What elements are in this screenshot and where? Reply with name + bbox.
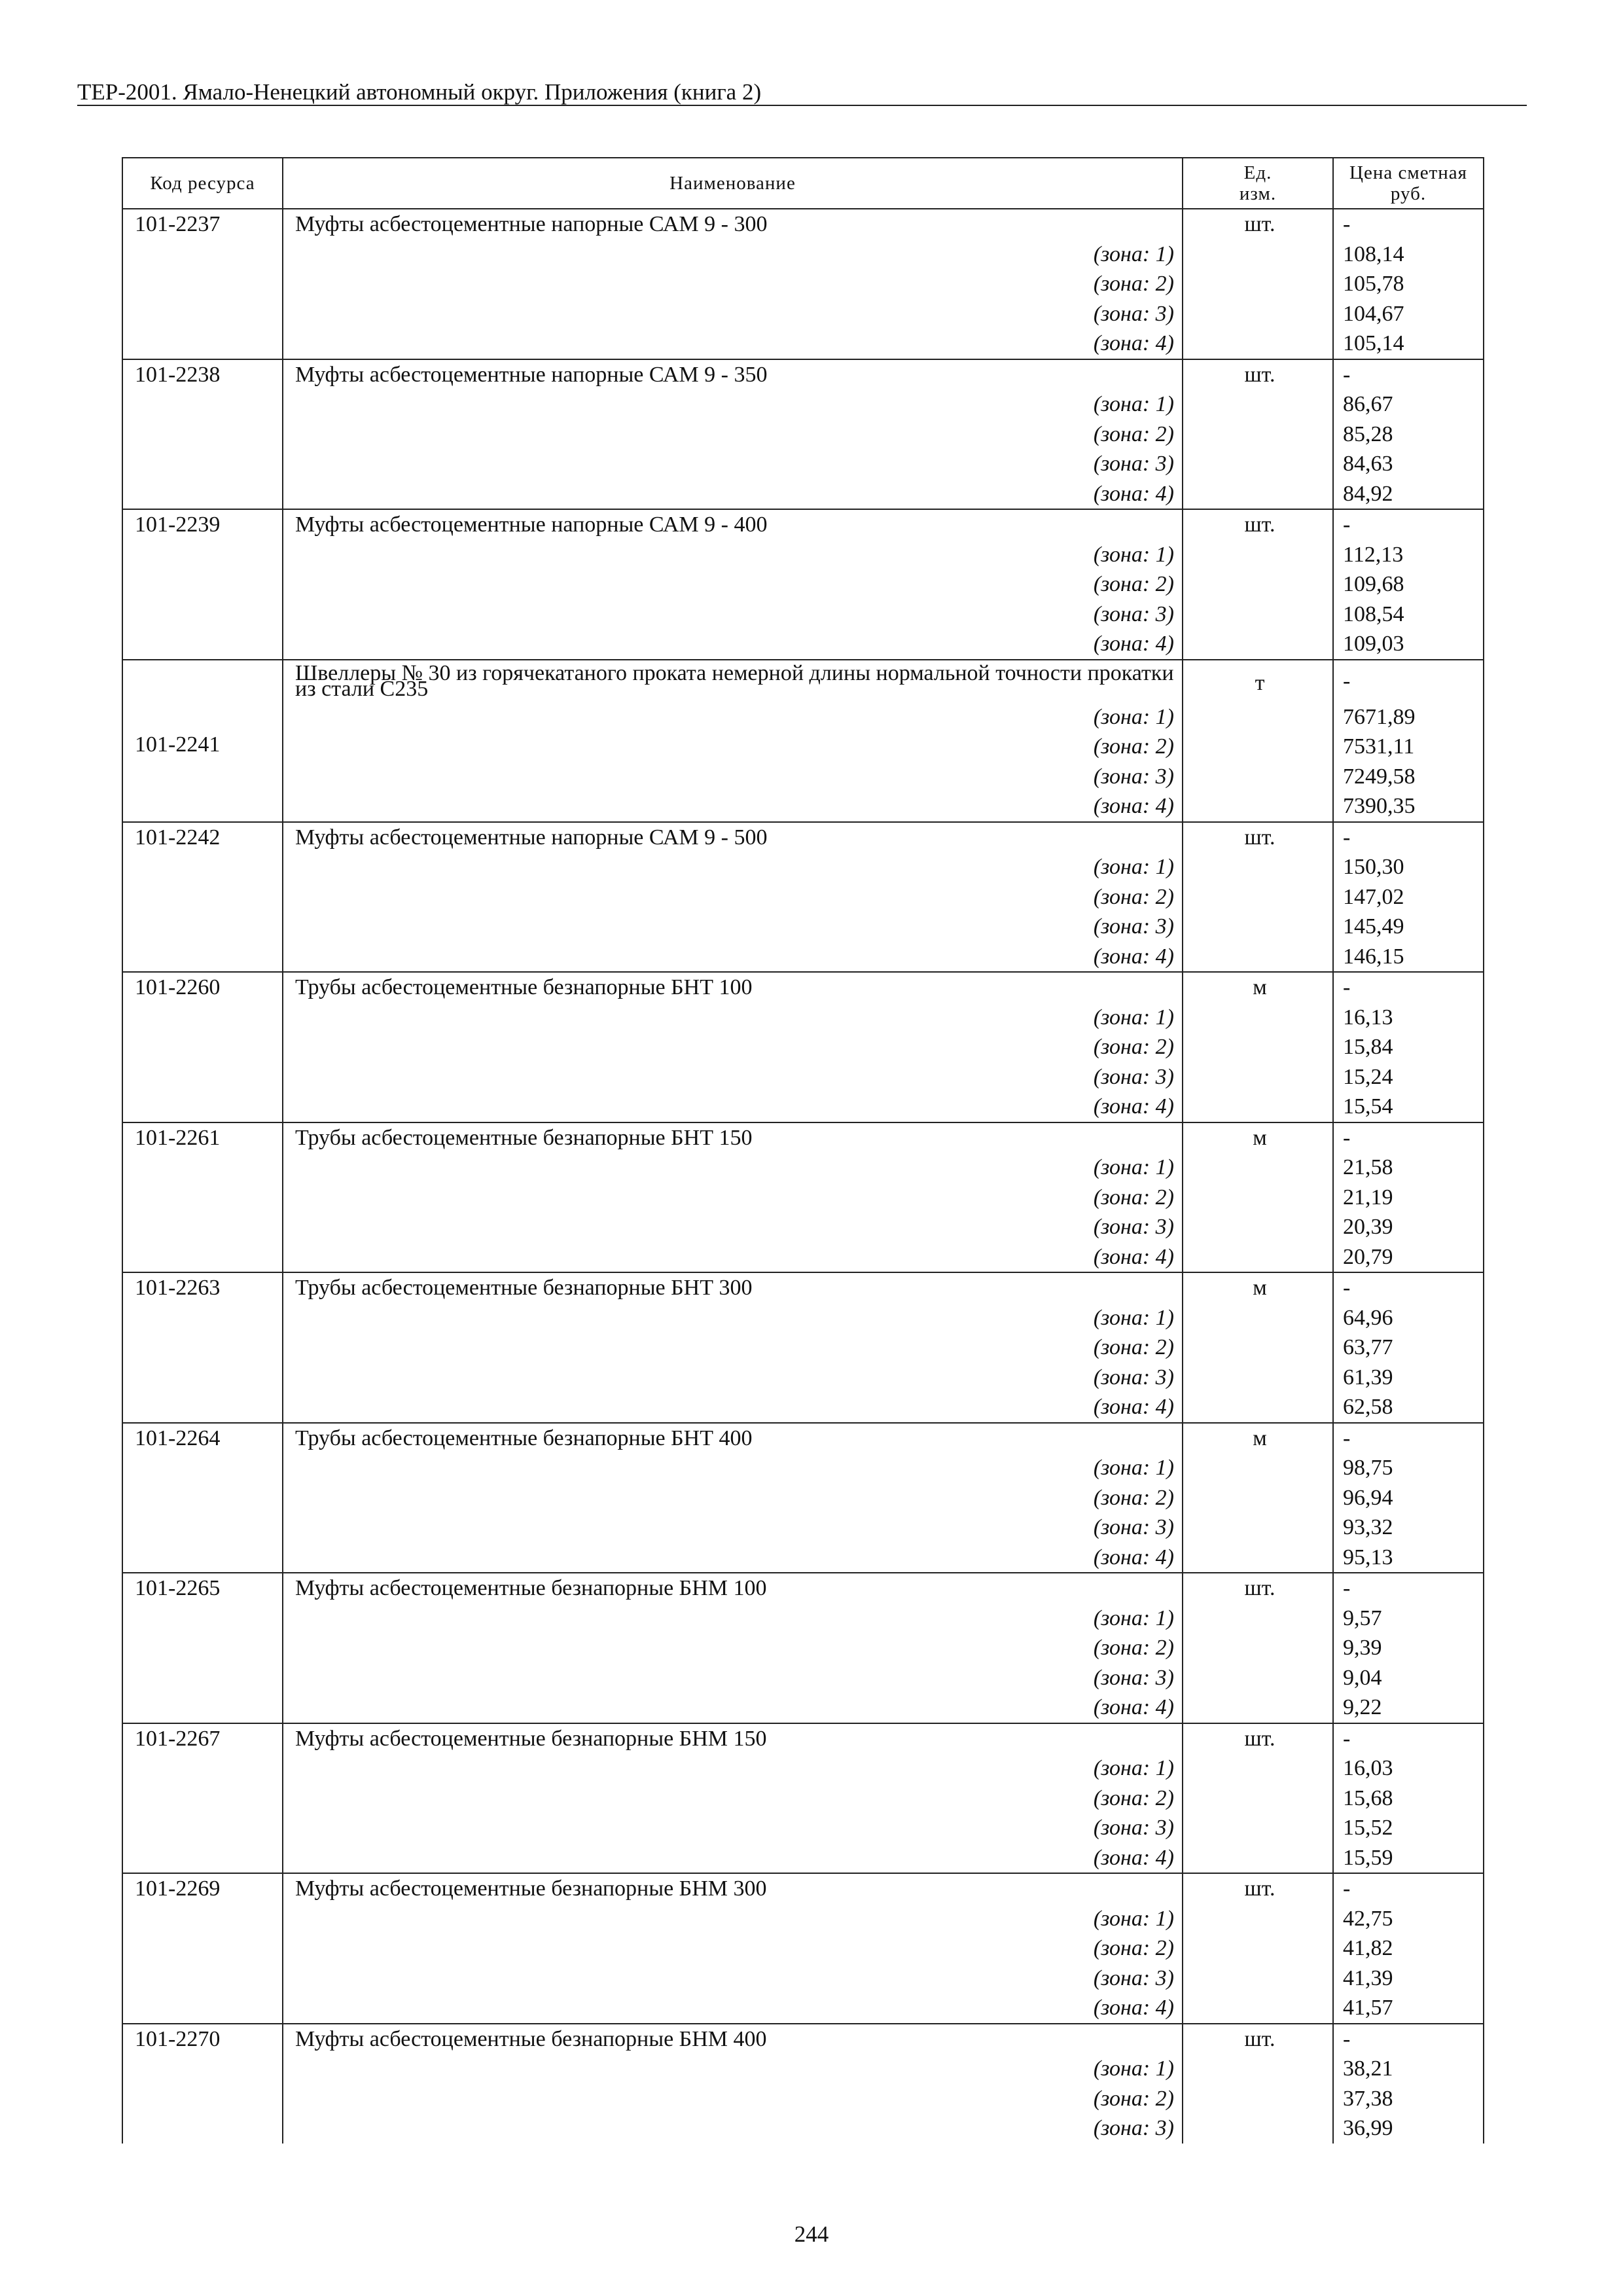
zone-price: 15,59 bbox=[1333, 1843, 1484, 1874]
table-row bbox=[122, 822, 1484, 853]
zone-label: (зона: 1) bbox=[283, 1003, 1183, 1033]
resource-unit: шт. bbox=[1183, 2024, 1333, 2144]
zone-price: 150,30 bbox=[1333, 852, 1484, 882]
zone-label: (зона: 3) bbox=[283, 449, 1183, 479]
table-row bbox=[122, 509, 1484, 540]
zone-label: (зона: 1) bbox=[283, 852, 1183, 882]
resource-name: Муфты асбестоцементные напорные САМ 9 - 350 bbox=[283, 359, 1183, 390]
zone-label: (зона: 2) bbox=[283, 1483, 1183, 1513]
page-number: 244 bbox=[794, 2221, 829, 2247]
resource-base-price: - bbox=[1333, 509, 1484, 540]
table-row bbox=[122, 1723, 1484, 1754]
column-header-unit bbox=[1183, 158, 1333, 209]
zone-label: (зона: 4) bbox=[283, 1092, 1183, 1122]
resource-base-price: - bbox=[1333, 1423, 1484, 1454]
zone-price: 147,02 bbox=[1333, 882, 1484, 912]
zone-price: 109,68 bbox=[1333, 569, 1484, 600]
zone-label: (зона: 2) bbox=[283, 732, 1183, 762]
resource-code: 101-2269 bbox=[122, 1873, 283, 2024]
zone-price: 7249,58 bbox=[1333, 762, 1484, 792]
zone-price: 7671,89 bbox=[1333, 702, 1484, 732]
zone-label: (зона: 1) bbox=[283, 1753, 1183, 1784]
resource-unit: м bbox=[1183, 1122, 1333, 1273]
zone-label: (зона: 4) bbox=[283, 1242, 1183, 1273]
resource-base-price: - bbox=[1333, 1573, 1484, 1604]
resource-name: Муфты асбестоцементные безнапорные БНМ 300 bbox=[283, 1873, 1183, 1904]
zone-label: (зона: 3) bbox=[283, 2113, 1183, 2144]
zone-price: 7531,11 bbox=[1333, 732, 1484, 762]
table-header-row bbox=[122, 158, 1484, 209]
zone-label: (зона: 1) bbox=[283, 702, 1183, 732]
resource-code: 101-2265 bbox=[122, 1573, 283, 1723]
zone-label: (зона: 2) bbox=[283, 569, 1183, 600]
table-row bbox=[122, 2024, 1484, 2054]
zone-label: (зона: 3) bbox=[283, 1663, 1183, 1693]
zone-label: (зона: 3) bbox=[283, 1964, 1183, 1994]
resource-unit: шт. bbox=[1183, 359, 1333, 510]
zone-label: (зона: 3) bbox=[283, 1212, 1183, 1242]
resource-unit: т bbox=[1183, 660, 1333, 822]
resource-code: 101-2242 bbox=[122, 822, 283, 973]
zone-price: 84,92 bbox=[1333, 479, 1484, 510]
zone-price: 93,32 bbox=[1333, 1513, 1484, 1543]
resource-base-price: - bbox=[1333, 1873, 1484, 1904]
zone-price: 9,39 bbox=[1333, 1633, 1484, 1663]
zone-price: 21,19 bbox=[1333, 1183, 1484, 1213]
table-row bbox=[122, 660, 1484, 702]
resource-unit: шт. bbox=[1183, 822, 1333, 973]
zone-label: (зона: 1) bbox=[283, 240, 1183, 270]
resource-name: Трубы асбестоцементные безнапорные БНТ 300 bbox=[283, 1272, 1183, 1303]
zone-label: (зона: 4) bbox=[283, 479, 1183, 510]
resource-name: Муфты асбестоцементные напорные САМ 9 - 500 bbox=[283, 822, 1183, 853]
header-rule bbox=[77, 105, 1527, 106]
column-header-unit-line2: изм. bbox=[1239, 183, 1277, 204]
column-header-unit-line1: Ед. bbox=[1243, 162, 1272, 183]
zone-price: 64,96 bbox=[1333, 1303, 1484, 1333]
resource-code: 101-2264 bbox=[122, 1423, 283, 1573]
zone-price: 95,13 bbox=[1333, 1543, 1484, 1573]
zone-price: 7390,35 bbox=[1333, 791, 1484, 822]
resource-code: 101-2238 bbox=[122, 359, 283, 510]
resource-code: 101-2267 bbox=[122, 1723, 283, 1874]
zone-price: 9,22 bbox=[1333, 1693, 1484, 1723]
zone-label: (зона: 4) bbox=[283, 629, 1183, 660]
table-row bbox=[122, 1122, 1484, 1153]
resource-name: Муфты асбестоцементные напорные САМ 9 - 400 bbox=[283, 509, 1183, 540]
zone-price: 108,14 bbox=[1333, 240, 1484, 270]
resource-unit: шт. bbox=[1183, 209, 1333, 359]
zone-label: (зона: 1) bbox=[283, 1604, 1183, 1634]
resource-name: Муфты асбестоцементные безнапорные БНМ 100 bbox=[283, 1573, 1183, 1604]
column-header-price-line1: Цена сметная bbox=[1349, 162, 1467, 183]
table-row bbox=[122, 1873, 1484, 1904]
zone-label: (зона: 4) bbox=[283, 1993, 1183, 2024]
zone-label: (зона: 4) bbox=[283, 1392, 1183, 1423]
resource-price-table bbox=[122, 157, 1484, 2144]
zone-price: 112,13 bbox=[1333, 540, 1484, 570]
page-header: ТЕР-2001. Ямало-Ненецкий автономный округ. Приложения (книга 2) bbox=[77, 79, 762, 105]
zone-label: (зона: 3) bbox=[283, 1813, 1183, 1843]
zone-price: 15,54 bbox=[1333, 1092, 1484, 1122]
zone-label: (зона: 3) bbox=[283, 1513, 1183, 1543]
resource-code: 101-2239 bbox=[122, 509, 283, 660]
zone-price: 16,13 bbox=[1333, 1003, 1484, 1033]
resource-code: 101-2237 bbox=[122, 209, 283, 359]
zone-label: (зона: 2) bbox=[283, 1333, 1183, 1363]
resource-code: 101-2241 bbox=[122, 660, 283, 822]
zone-price: 109,03 bbox=[1333, 629, 1484, 660]
resource-unit: м bbox=[1183, 972, 1333, 1122]
zone-label: (зона: 4) bbox=[283, 1843, 1183, 1874]
zone-label: (зона: 2) bbox=[283, 1183, 1183, 1213]
table-body bbox=[122, 209, 1484, 2144]
zone-label: (зона: 3) bbox=[283, 762, 1183, 792]
zone-price: 16,03 bbox=[1333, 1753, 1484, 1784]
zone-price: 98,75 bbox=[1333, 1453, 1484, 1483]
zone-price: 63,77 bbox=[1333, 1333, 1484, 1363]
zone-label: (зона: 2) bbox=[283, 269, 1183, 299]
zone-price: 38,21 bbox=[1333, 2054, 1484, 2084]
zone-price: 15,24 bbox=[1333, 1062, 1484, 1092]
zone-price: 20,39 bbox=[1333, 1212, 1484, 1242]
resource-name: Швеллеры № 30 из горячекатаного проката немерной длины нормальной точности прокатки из стали С235 bbox=[283, 660, 1183, 702]
table-row bbox=[122, 1272, 1484, 1303]
zone-label: (зона: 2) bbox=[283, 1032, 1183, 1062]
zone-label: (зона: 1) bbox=[283, 1904, 1183, 1934]
resource-unit: шт. bbox=[1183, 1723, 1333, 1874]
resource-base-price: - bbox=[1333, 1723, 1484, 1754]
table-row bbox=[122, 1573, 1484, 1604]
zone-label: (зона: 1) bbox=[283, 1153, 1183, 1183]
zone-label: (зона: 3) bbox=[283, 1062, 1183, 1092]
resource-unit: м bbox=[1183, 1423, 1333, 1573]
zone-price: 15,84 bbox=[1333, 1032, 1484, 1062]
resource-base-price: - bbox=[1333, 660, 1484, 702]
zone-price: 41,39 bbox=[1333, 1964, 1484, 1994]
zone-label: (зона: 4) bbox=[283, 1543, 1183, 1573]
zone-price: 108,54 bbox=[1333, 600, 1484, 630]
zone-label: (зона: 1) bbox=[283, 389, 1183, 420]
resource-base-price: - bbox=[1333, 822, 1484, 853]
resource-code: 101-2270 bbox=[122, 2024, 283, 2144]
zone-price: 20,79 bbox=[1333, 1242, 1484, 1273]
zone-label: (зона: 1) bbox=[283, 540, 1183, 570]
zone-label: (зона: 2) bbox=[283, 420, 1183, 450]
table-row bbox=[122, 1423, 1484, 1454]
zone-price: 62,58 bbox=[1333, 1392, 1484, 1423]
resource-name: Муфты асбестоцементные напорные САМ 9 - 300 bbox=[283, 209, 1183, 240]
zone-label: (зона: 2) bbox=[283, 1784, 1183, 1814]
resource-code: 101-2261 bbox=[122, 1122, 283, 1273]
zone-label: (зона: 4) bbox=[283, 329, 1183, 359]
zone-label: (зона: 1) bbox=[283, 1453, 1183, 1483]
resource-base-price: - bbox=[1333, 1122, 1484, 1153]
table-row bbox=[122, 359, 1484, 390]
resource-base-price: - bbox=[1333, 209, 1484, 240]
zone-price: 104,67 bbox=[1333, 299, 1484, 329]
zone-price: 85,28 bbox=[1333, 420, 1484, 450]
resource-name: Муфты асбестоцементные безнапорные БНМ 150 bbox=[283, 1723, 1183, 1754]
resource-base-price: - bbox=[1333, 1272, 1484, 1303]
zone-label: (зона: 2) bbox=[283, 2084, 1183, 2114]
zone-price: 84,63 bbox=[1333, 449, 1484, 479]
zone-price: 37,38 bbox=[1333, 2084, 1484, 2114]
zone-price: 105,78 bbox=[1333, 269, 1484, 299]
resource-unit: шт. bbox=[1183, 509, 1333, 660]
zone-label: (зона: 3) bbox=[283, 1363, 1183, 1393]
resource-name: Трубы асбестоцементные безнапорные БНТ 150 bbox=[283, 1122, 1183, 1153]
zone-price: 41,57 bbox=[1333, 1993, 1484, 2024]
resource-base-price: - bbox=[1333, 359, 1484, 390]
zone-label: (зона: 1) bbox=[283, 1303, 1183, 1333]
zone-price: 21,58 bbox=[1333, 1153, 1484, 1183]
resource-unit: шт. bbox=[1183, 1873, 1333, 2024]
zone-label: (зона: 3) bbox=[283, 299, 1183, 329]
resource-unit: шт. bbox=[1183, 1573, 1333, 1723]
zone-price: 15,68 bbox=[1333, 1784, 1484, 1814]
table-row bbox=[122, 209, 1484, 240]
table-row bbox=[122, 972, 1484, 1003]
column-header-code: Код ресурса bbox=[122, 158, 283, 209]
resource-name: Муфты асбестоцементные безнапорные БНМ 400 bbox=[283, 2024, 1183, 2054]
zone-label: (зона: 2) bbox=[283, 882, 1183, 912]
zone-price: 9,57 bbox=[1333, 1604, 1484, 1634]
zone-label: (зона: 4) bbox=[283, 942, 1183, 973]
zone-label: (зона: 3) bbox=[283, 600, 1183, 630]
resource-base-price: - bbox=[1333, 2024, 1484, 2054]
zone-label: (зона: 2) bbox=[283, 1633, 1183, 1663]
zone-price: 105,14 bbox=[1333, 329, 1484, 359]
resource-base-price: - bbox=[1333, 972, 1484, 1003]
resource-unit: м bbox=[1183, 1272, 1333, 1423]
zone-label: (зона: 4) bbox=[283, 1693, 1183, 1723]
zone-price: 41,82 bbox=[1333, 1933, 1484, 1964]
column-header-price bbox=[1333, 158, 1484, 209]
resource-code: 101-2260 bbox=[122, 972, 283, 1122]
zone-label: (зона: 4) bbox=[283, 791, 1183, 822]
column-header-name: Наименование bbox=[283, 158, 1183, 209]
resource-code: 101-2263 bbox=[122, 1272, 283, 1423]
zone-price: 36,99 bbox=[1333, 2113, 1484, 2144]
zone-price: 96,94 bbox=[1333, 1483, 1484, 1513]
resource-name: Трубы асбестоцементные безнапорные БНТ 400 bbox=[283, 1423, 1183, 1454]
zone-label: (зона: 3) bbox=[283, 912, 1183, 942]
zone-price: 61,39 bbox=[1333, 1363, 1484, 1393]
column-header-price-line2: руб. bbox=[1390, 183, 1427, 204]
zone-price: 86,67 bbox=[1333, 389, 1484, 420]
zone-price: 146,15 bbox=[1333, 942, 1484, 973]
zone-label: (зона: 2) bbox=[283, 1933, 1183, 1964]
zone-price: 9,04 bbox=[1333, 1663, 1484, 1693]
zone-price: 42,75 bbox=[1333, 1904, 1484, 1934]
resource-name: Трубы асбестоцементные безнапорные БНТ 100 bbox=[283, 972, 1183, 1003]
zone-price: 145,49 bbox=[1333, 912, 1484, 942]
zone-price: 15,52 bbox=[1333, 1813, 1484, 1843]
zone-label: (зона: 1) bbox=[283, 2054, 1183, 2084]
